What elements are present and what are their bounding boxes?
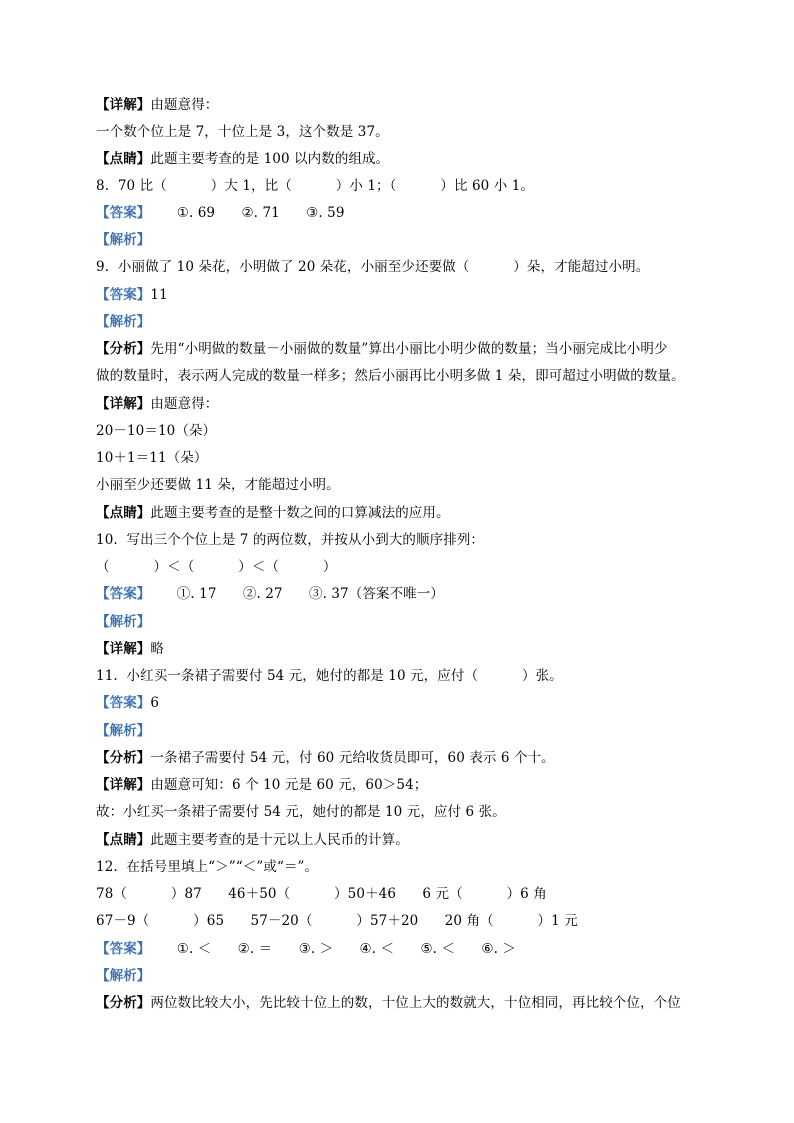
line-text: 故：小红买一条裙子需要付 54 元，她付的都是 10 元，应付 6 张。 bbox=[96, 804, 506, 820]
line-text: 此题主要考查的是 100 以内数的组成。 bbox=[150, 151, 390, 167]
comment-line bbox=[96, 150, 389, 168]
calc-line bbox=[96, 449, 207, 467]
analysis-line bbox=[96, 967, 150, 985]
tag-label: 【详解】 bbox=[96, 777, 151, 793]
answer-line bbox=[96, 585, 444, 603]
answer-text: ①. 69 ②. 71 ③. 59 bbox=[150, 205, 345, 221]
tag-label: 【分析】 bbox=[96, 995, 151, 1011]
answer-text: 11 bbox=[150, 287, 168, 303]
line-text: 由题意可知：6 个 10 元是 60 元，60＞54； bbox=[150, 777, 428, 793]
tag-label: 【点睛】 bbox=[96, 505, 151, 521]
line-text: 略 bbox=[150, 641, 165, 657]
text-line bbox=[96, 367, 685, 385]
line-text: 8. 70 比（ ）大 1，比（ ）小 1；（ ）比 60 小 1。 bbox=[96, 178, 535, 194]
question-10 bbox=[96, 531, 484, 549]
detail-line bbox=[96, 96, 218, 114]
line-text: 由题意得： bbox=[150, 396, 219, 412]
analysis-detail-line bbox=[96, 340, 668, 358]
answer-tag: 【答案】 bbox=[96, 941, 151, 957]
answer-line bbox=[96, 286, 168, 304]
line-text: 67－9（ ）65 57－20（ ）57＋20 20 角（ ）1 元 bbox=[96, 913, 578, 929]
text-line bbox=[96, 476, 340, 494]
line-text: 一个数个位上是 7，十位上是 3，这个数是 37。 bbox=[96, 124, 389, 140]
analysis-line bbox=[96, 722, 150, 740]
answer-tag: 【答案】 bbox=[96, 205, 151, 221]
analysis-tag: 【解析】 bbox=[96, 723, 151, 739]
question-11 bbox=[96, 667, 563, 685]
analysis-line bbox=[96, 613, 150, 631]
answer-text: ①. 17 ②. 27 ③. 37（答案不唯一） bbox=[150, 586, 444, 602]
line-text: 此题主要考查的是整十数之间的口算减法的应用。 bbox=[150, 505, 450, 521]
analysis-line bbox=[96, 231, 150, 249]
tag-label: 【详解】 bbox=[96, 396, 151, 412]
answer-line bbox=[96, 204, 345, 222]
question-8 bbox=[96, 177, 534, 195]
line-text: 先用“小明做的数量－小丽做的数量”算出小丽比小明少做的数量；当小丽完成比小明少 bbox=[150, 341, 668, 357]
compare-row-2 bbox=[96, 912, 578, 930]
answer-line bbox=[96, 694, 159, 712]
answer-tag: 【答案】 bbox=[96, 586, 151, 602]
analysis-detail-line bbox=[96, 994, 681, 1012]
answer-text: ①. ＜ ②. ＝ ③. ＞ ④. ＜ ⑤. ＜ ⑥. ＞ bbox=[150, 941, 517, 957]
line-text: 小丽至少还要做 11 朵，才能超过小明。 bbox=[96, 477, 340, 493]
tag-label: 【分析】 bbox=[96, 750, 151, 766]
line-text: 此题主要考查的是十元以上人民币的计算。 bbox=[150, 832, 409, 848]
question-9 bbox=[96, 258, 649, 276]
line-text: 两位数比较大小，先比较十位上的数，十位上大的数就大，十位相同，再比较个位，个位 bbox=[150, 995, 681, 1011]
comment-line bbox=[96, 831, 409, 849]
analysis-tag: 【解析】 bbox=[96, 968, 151, 984]
answer-tag: 【答案】 bbox=[96, 695, 151, 711]
tag-label: 【分析】 bbox=[96, 341, 151, 357]
compare-row-1 bbox=[96, 885, 547, 903]
line-text: 9. 小丽做了 10 朵花，小明做了 20 朵花，小丽至少还要做（ ）朵，才能超过小明。 bbox=[96, 259, 650, 275]
line-text: 12. 在括号里填上“＞”“＜”或“＝”。 bbox=[96, 859, 319, 875]
line-text: 10＋1＝11（朵） bbox=[96, 450, 208, 466]
analysis-tag: 【解析】 bbox=[96, 232, 151, 248]
line-text: 11. 小红买一条裙子需要付 54 元，她付的都是 10 元，应付（ ）张。 bbox=[96, 668, 563, 684]
line-text: （ ）＜（ ）＜（ ） bbox=[96, 559, 337, 575]
line-text: 做的数量时，表示两人完成的数量一样多；然后小丽再比小明多做 1 朵，即可超过小明做的数量。 bbox=[96, 368, 685, 384]
answer-tag: 【答案】 bbox=[96, 287, 151, 303]
line-text: 78（ ）87 46＋50（ ）50＋46 6 元（ ）6 角 bbox=[96, 886, 547, 902]
analysis-tag: 【解析】 bbox=[96, 314, 151, 330]
answer-text: 6 bbox=[150, 695, 160, 711]
text-line bbox=[96, 803, 506, 821]
analysis-detail-line bbox=[96, 749, 555, 767]
analysis-tag: 【解析】 bbox=[96, 614, 151, 630]
tag-label: 【点睛】 bbox=[96, 832, 151, 848]
line-text: 一条裙子需要付 54 元，付 60 元给收货员即可，60 表示 6 个十。 bbox=[150, 750, 555, 766]
analysis-line bbox=[96, 313, 150, 331]
tag-label: 【详解】 bbox=[96, 641, 151, 657]
blanks-line bbox=[96, 558, 337, 576]
answer-line bbox=[96, 940, 516, 958]
text-line bbox=[96, 123, 389, 141]
tag-label: 【点睛】 bbox=[96, 151, 151, 167]
question-12 bbox=[96, 858, 318, 876]
line-text: 10. 写出三个个位上是 7 的两位数，并按从小到大的顺序排列： bbox=[96, 532, 485, 548]
detail-line bbox=[96, 640, 164, 658]
line-text: 20－10＝10（朵） bbox=[96, 423, 217, 439]
detail-line bbox=[96, 395, 218, 413]
line-text: 由题意得： bbox=[150, 97, 219, 113]
detail-line bbox=[96, 776, 427, 794]
comment-line bbox=[96, 504, 450, 522]
calc-line bbox=[96, 422, 216, 440]
tag-label: 【详解】 bbox=[96, 97, 151, 113]
